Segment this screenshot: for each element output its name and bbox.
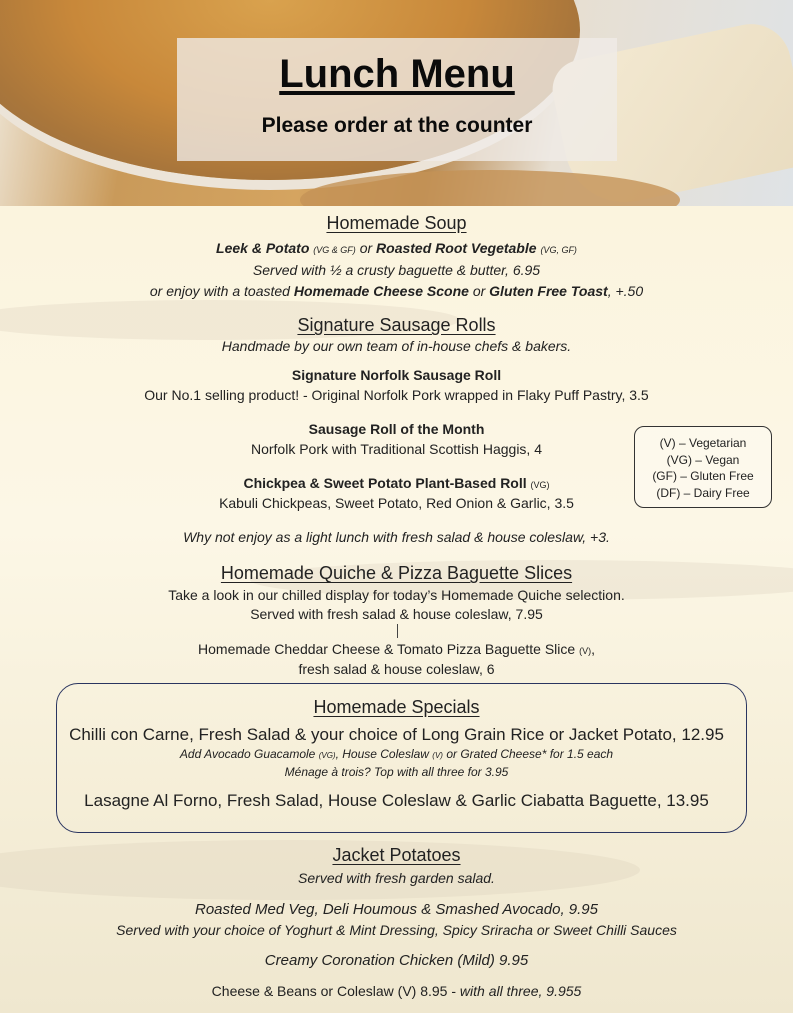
soup-item-2-tag: (VG, GF) [540, 245, 577, 255]
sausage-item-name: Chickpea & Sweet Potato Plant-Based Roll [243, 475, 527, 491]
special-lasagne: Lasagne Al Forno, Fresh Salad, House Coleslaw & Garlic Ciabatta Baguette, 13.95 [84, 791, 709, 810]
soup-options [0, 240, 793, 256]
sausage-item-tag: (VG) [530, 480, 550, 490]
sausage-heading: Signature Sausage Rolls [297, 315, 496, 335]
sausage-item-name: Signature Norfolk Sausage Roll [291, 367, 502, 383]
light-lunch-note: Why not enjoy as a light lunch with fresh salad & house coleslaw, +3. [183, 529, 610, 545]
soup-extra [0, 283, 793, 299]
legend-item: (GF) – Gluten Free [652, 469, 754, 483]
legend-item: (VG) – Vegan [666, 452, 740, 467]
divider [397, 624, 398, 638]
dietary-legend [634, 426, 772, 508]
legend-item: (V) – Vegetarian [659, 436, 747, 450]
pizza-slice-tag: (V) [579, 646, 592, 656]
sausage-item-desc: Kabuli Chickpeas, Sweet Potato, Red Onion & Garlic, 3.5 [219, 495, 574, 511]
cheese-scone: Homemade Cheese Scone [293, 283, 469, 299]
jacket-item [0, 983, 793, 999]
soup-extra-or: or [472, 283, 486, 299]
jacket-item: Roasted Med Veg, Deli Houmous & Smashed Avocado, 9.95 [194, 901, 598, 918]
soup-served: Served with ½ a crusty baguette & butter, 6.95 [252, 262, 541, 278]
soup-item-1-tag: (VG & GF) [313, 245, 356, 255]
quiche-line: Served with fresh salad & house coleslaw, 7.95 [250, 606, 543, 622]
soup-item-1: Leek & Potato [216, 240, 310, 256]
pizza-slice-sides: fresh salad & house coleslaw, 6 [298, 661, 495, 677]
special-menage: Ménage à trois? Top with all three for 3.95 [284, 765, 509, 779]
gluten-free-toast: Gluten Free Toast [489, 283, 608, 299]
pizza-slice-name: Homemade Cheddar Cheese & Tomato Pizza Baguette Slice [198, 641, 576, 657]
soup-item-2: Roasted Root Vegetable [376, 240, 537, 256]
sausage-item-desc: Norfolk Pork with Traditional Scottish Haggis, 4 [250, 441, 542, 457]
specials-heading: Homemade Specials [313, 697, 480, 717]
quiche-line: Take a look in our chilled display for today’s Homemade Quiche selection. [168, 587, 625, 603]
page-title: Lunch Menu [279, 52, 515, 96]
title-box [177, 38, 617, 161]
jacket-item: Creamy Coronation Chicken (Mild) 9.95 [264, 952, 529, 969]
addon-coleslaw-tag: (V) [432, 751, 443, 760]
jacket-item-italic: with all three, 9.955 [459, 983, 582, 999]
soup-heading: Homemade Soup [326, 213, 467, 233]
jacket-heading: Jacket Potatoes [332, 845, 461, 865]
pizza-slice [0, 641, 793, 657]
sausage-subtitle: Handmade by our own team of in-house chefs & bakers. [221, 338, 572, 354]
addon-cheese: or Grated Cheese* for 1.5 each [446, 747, 614, 761]
addon-guacamole: Add Avocado Guacamole [179, 747, 316, 761]
addon-guacamole-tag: (VG) [318, 751, 336, 760]
special-chilli: Chilli con Carne, Fresh Salad & your choice of Long Grain Rice or Jacket Potato, 12.95 [69, 725, 724, 744]
sausage-item-name: Sausage Roll of the Month [308, 421, 485, 437]
soup-extra-pre: or enjoy with a toasted [149, 283, 290, 299]
quiche-heading: Homemade Quiche & Pizza Baguette Slices [220, 563, 573, 583]
jacket-item-note: Served with your choice of Yoghurt & Mint Dressing, Spicy Sriracha or Sweet Chilli Sauces [116, 922, 677, 938]
jacket-item-text: Cheese & Beans or Coleslaw (V) 8.95 - [211, 983, 457, 999]
soup-extra-price: , +.50 [607, 283, 644, 299]
page-subtitle: Please order at the counter [261, 114, 533, 137]
jacket-subtitle: Served with fresh garden salad. [298, 870, 495, 886]
special-addons [0, 747, 793, 761]
soup-or: or [359, 240, 373, 256]
legend-item: (DF) – Dairy Free [656, 485, 750, 500]
pizza-slice-comma: , [591, 641, 595, 657]
sausage-item-desc: Our No.1 selling product! - Original Norfolk Pork wrapped in Flaky Puff Pastry, 3.5 [144, 387, 649, 403]
addon-coleslaw: , House Coleslaw [335, 747, 429, 761]
